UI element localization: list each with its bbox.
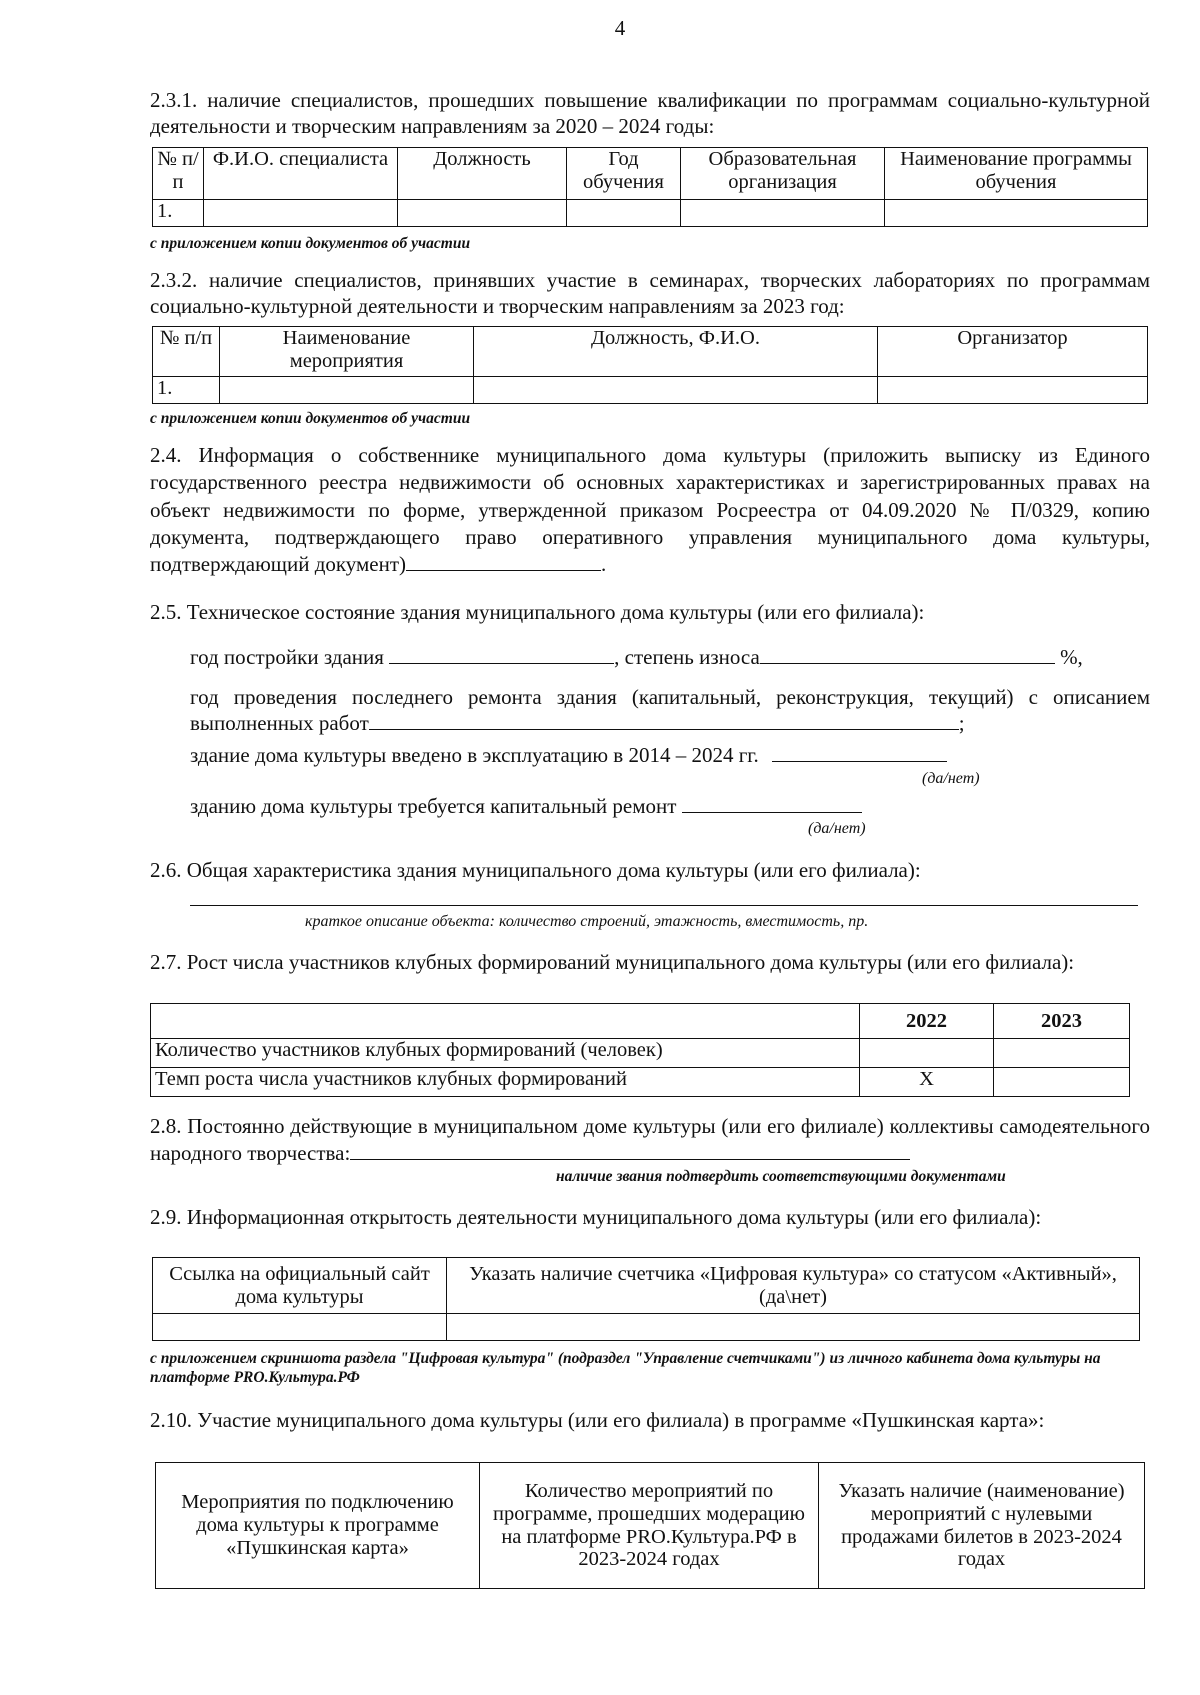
year-built-line [190, 645, 1150, 671]
year-header: 2022 [860, 1004, 994, 1039]
wear-label: , степень износа [614, 645, 760, 669]
section-2-7-title: 2.7. Рост числа участников клубных формирований муниципального дома культуры (или его филиала): [150, 950, 1075, 974]
repair-end: ; [958, 710, 965, 735]
value-cell[interactable] [860, 1039, 994, 1068]
empty-cell[interactable] [220, 377, 474, 404]
empty-cell[interactable] [204, 200, 398, 227]
section-2-10-title: 2.10. Участие муниципального дома культуры (или его филиала) в программе «Пушкинская карта»: [150, 1408, 1045, 1432]
capital-label: зданию дома культуры требуется капитальный ремонт [190, 794, 677, 818]
header-cell: Ссылка на официальный сайт дома культуры [153, 1258, 447, 1314]
section-2-4-blank[interactable] [406, 552, 601, 571]
year-header: 2023 [994, 1004, 1130, 1039]
table-2-3-2 [152, 326, 1148, 404]
empty-cell[interactable] [878, 377, 1148, 404]
value-cell: X [860, 1068, 994, 1097]
corner-cell [151, 1004, 860, 1039]
section-2-6-hint: краткое описание объекта: количество строений, этажность, вместимость, пр. [305, 913, 869, 930]
section-2-5-title: 2.5. Техническое состояние здания муниципального дома культуры (или его филиала): [150, 600, 925, 624]
section-2-9-title: 2.9. Информационная открытость деятельности муниципального дома культуры (или его филиала): [150, 1205, 1042, 1229]
section-2-3-1-text: 2.3.1. наличие специалистов, прошедших повышение квалификации по программам социально-культурной деятельности и творческим направлениям за 2020 – 2024 годы: [150, 88, 1150, 138]
section-2-3-2-note: с приложением копии документов об участии [150, 410, 471, 427]
page-number: 4 [614, 16, 626, 40]
table-2-10 [155, 1462, 1145, 1589]
value-cell[interactable] [994, 1039, 1130, 1068]
empty-cell[interactable] [885, 200, 1148, 227]
table-2-9 [152, 1257, 1140, 1341]
commissioned-hint: (да/нет) [922, 770, 980, 787]
capital-line [190, 794, 862, 820]
section-2-8-title: 2.8. Постоянно действующие в муниципальном доме культуры (или его филиале) коллективы самодеятельного народного творчества: [150, 1114, 1150, 1166]
table-2-3-1 [152, 147, 1148, 227]
commissioned-label: здание дома культуры введено в эксплуатацию в 2014 – 2024 гг. [190, 743, 759, 767]
header-cell: Должность, Ф.И.О. [474, 327, 878, 377]
section-2-8-blank[interactable] [350, 1141, 910, 1160]
capital-blank[interactable] [682, 794, 862, 813]
header-cell: Мероприятия по подключению дома культуры к программе «Пушкинская карта» [156, 1463, 480, 1589]
header-cell: Год обучения [567, 148, 681, 200]
table-2-7 [150, 1003, 1130, 1097]
header-cell: № п/п [153, 327, 220, 377]
section-2-6-title: 2.6. Общая характеристика здания муниципального дома культуры (или его филиала): [150, 858, 921, 882]
header-cell: Наименование программы обучения [885, 148, 1148, 200]
year-built-blank[interactable] [389, 645, 614, 664]
wear-blank[interactable] [760, 645, 1055, 664]
header-cell: Количество мероприятий по программе, прошедших модерацию на платформе PRO.Культура.РФ в 2023-2024 годах [480, 1463, 819, 1589]
section-2-9-note: с приложением скриншота раздела "Цифровая культура" (подраздел "Управление счетчиками") из личного кабинета дома культуры на платформе PRO.Культура.РФ [150, 1350, 1101, 1386]
header-cell: Ф.И.О. специалиста [204, 148, 398, 200]
header-cell: Организатор [878, 327, 1148, 377]
header-cell: Указать наличие счетчика «Цифровая культура» со статусом «Активный», (да\нет) [447, 1258, 1140, 1314]
section-2-8-hint: наличие звания подтвердить соответствующими документами [556, 1168, 1006, 1185]
header-cell: Указать наличие (наименование) мероприятий с нулевыми продажами билетов в 2023-2024 годах [819, 1463, 1145, 1589]
commissioned-blank[interactable] [772, 743, 947, 762]
section-2-6-blank[interactable] [190, 885, 1138, 906]
empty-cell[interactable] [474, 377, 878, 404]
section-2-3-1-note: с приложением копии документов об участии [150, 235, 471, 252]
empty-cell[interactable] [567, 200, 681, 227]
empty-cell[interactable] [398, 200, 567, 227]
header-cell: Образовательная организация [681, 148, 885, 200]
commissioned-line [190, 743, 947, 769]
repair-line [190, 685, 1150, 736]
row-number-cell: 1. [153, 377, 220, 404]
section-2-4: 2.4. Информация о собственнике муниципального дома культуры (приложить выписку из Единого государственного реестра недвижимости об основных характеристиках и зарегистрированных правах на объект недвижимости по форме, утвержденной приказом Росреестра от 04.09.2020 № П/0329, копию документа, подтверждающего право оперативного управления муниципального дома культуры, подтверждающий документ) . [150, 443, 1150, 577]
table-row-label: Количество участников клубных формирований (человек) [151, 1039, 860, 1068]
table-row-label: Темп роста числа участников клубных формирований [151, 1068, 860, 1097]
percent-label: %, [1060, 645, 1083, 669]
header-cell: Наименование мероприятия [220, 327, 474, 377]
empty-cell[interactable] [153, 1314, 447, 1341]
value-cell[interactable] [994, 1068, 1130, 1097]
capital-hint: (да/нет) [808, 820, 866, 837]
empty-cell[interactable] [681, 200, 885, 227]
header-cell: № п/п [153, 148, 204, 200]
header-cell: Должность [398, 148, 567, 200]
row-number-cell: 1. [153, 200, 204, 227]
repair-blank[interactable] [369, 711, 959, 730]
empty-cell[interactable] [447, 1314, 1140, 1341]
section-2-8 [150, 1113, 1150, 1168]
repair-label: год проведения последнего ремонта здания (капитальный, реконструкция, текущий) с описанием выполненных работ [190, 685, 1150, 735]
section-2-4-text: 2.4. Информация о собственнике муниципального дома культуры (приложить выписку из Единого государственного реестра недвижимости об основных характеристиках и зарегистрированных правах на объект недвижимости по форме, утвержденной приказом Росреестра от 04.09.2020 № П/0329, копию документа, подтверждающего право оперативного управления муниципального дома культуры, подтверждающий документ) [150, 443, 1150, 577]
year-built-label: год постройки здания [190, 645, 384, 669]
section-2-3-2-text: 2.3.2. наличие специалистов, принявших участие в семинарах, творческих лабораториях по программам социально-культурной деятельности и творческим направлениям за 2023 год: [150, 268, 1150, 318]
